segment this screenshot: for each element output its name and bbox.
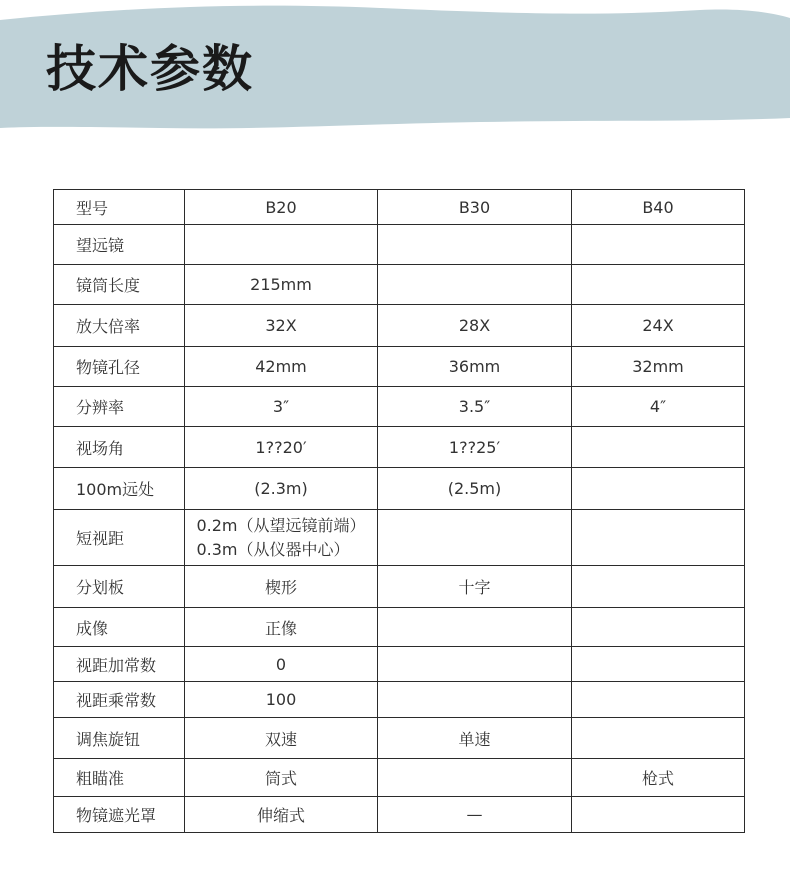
- row-label: 短视距: [54, 510, 185, 566]
- table-row: [54, 647, 745, 682]
- value-cell: 正像: [185, 608, 378, 647]
- value-cell: (2.5m): [378, 468, 572, 510]
- value-cell: [185, 510, 378, 566]
- value-cell: 伸缩式: [185, 797, 378, 833]
- table-row: [54, 468, 745, 510]
- header-row: [54, 190, 745, 225]
- value-cell: [572, 682, 745, 718]
- spec-table: [53, 189, 745, 833]
- table-row: [54, 608, 745, 647]
- table-row: [54, 566, 745, 608]
- value-cell: [378, 647, 572, 682]
- table-row: [54, 305, 745, 347]
- value-cell: [572, 510, 745, 566]
- value-cell: 1??25′: [378, 427, 572, 468]
- value-cell: 42mm: [185, 347, 378, 387]
- value-cell: —: [378, 797, 572, 833]
- table-row: [54, 427, 745, 468]
- row-label: 视距乘常数: [54, 682, 185, 718]
- row-label: 100m远处: [54, 468, 185, 510]
- value-cell: 32mm: [572, 347, 745, 387]
- value-cell: 双速: [185, 718, 378, 759]
- value-cell: [572, 427, 745, 468]
- value-cell: 3″: [185, 387, 378, 427]
- table-row: [54, 387, 745, 427]
- row-label: 物镜孔径: [54, 347, 185, 387]
- value-cell: [378, 265, 572, 305]
- multi-line-value: [196, 514, 365, 562]
- value-cell: [572, 225, 745, 265]
- row-label: 成像: [54, 608, 185, 647]
- table-row: [54, 797, 745, 833]
- value-cell: 3.5″: [378, 387, 572, 427]
- value-cell: [572, 468, 745, 510]
- value-cell: 单速: [378, 718, 572, 759]
- model-header-cell: B30: [378, 190, 572, 225]
- row-label: 粗瞄准: [54, 759, 185, 797]
- table-row: [54, 510, 745, 566]
- value-line: 0.3m（从仪器中心）: [196, 539, 350, 559]
- model-header-cell: B40: [572, 190, 745, 225]
- value-cell: [378, 759, 572, 797]
- value-cell: [572, 566, 745, 608]
- value-cell: 32X: [185, 305, 378, 347]
- value-cell: [572, 265, 745, 305]
- value-cell: 36mm: [378, 347, 572, 387]
- value-cell: [572, 718, 745, 759]
- value-cell: 100: [185, 682, 378, 718]
- row-label: 分辨率: [54, 387, 185, 427]
- value-line: 0.2m（从望远镜前端）: [196, 515, 366, 535]
- value-cell: 4″: [572, 387, 745, 427]
- value-cell: 筒式: [185, 759, 378, 797]
- table-row: [54, 225, 745, 265]
- model-header-cell: B20: [185, 190, 378, 225]
- value-cell: [572, 797, 745, 833]
- value-cell: [185, 225, 378, 265]
- row-label: 视场角: [54, 427, 185, 468]
- value-cell: [572, 608, 745, 647]
- value-cell: [572, 647, 745, 682]
- table-row: [54, 347, 745, 387]
- row-label: 调焦旋钮: [54, 718, 185, 759]
- value-cell: (2.3m): [185, 468, 378, 510]
- value-cell: [378, 608, 572, 647]
- value-cell: [378, 682, 572, 718]
- row-label: 望远镜: [54, 225, 185, 265]
- value-cell: 1??20′: [185, 427, 378, 468]
- value-cell: [378, 225, 572, 265]
- table-row: [54, 265, 745, 305]
- value-cell: 0: [185, 647, 378, 682]
- page-title: 技术参数: [46, 40, 254, 98]
- row-label: 物镜遮光罩: [54, 797, 185, 833]
- value-cell: [378, 510, 572, 566]
- row-label: 镜筒长度: [54, 265, 185, 305]
- row-label: 放大倍率: [54, 305, 185, 347]
- value-cell: 215mm: [185, 265, 378, 305]
- row-label: 视距加常数: [54, 647, 185, 682]
- table-row: [54, 759, 745, 797]
- value-cell: 28X: [378, 305, 572, 347]
- value-cell: 枪式: [572, 759, 745, 797]
- value-cell: 24X: [572, 305, 745, 347]
- table-row: [54, 718, 745, 759]
- row-label: 型号: [54, 190, 185, 225]
- row-label: 分划板: [54, 566, 185, 608]
- table-row: [54, 682, 745, 718]
- value-cell: 十字: [378, 566, 572, 608]
- value-cell: 楔形: [185, 566, 378, 608]
